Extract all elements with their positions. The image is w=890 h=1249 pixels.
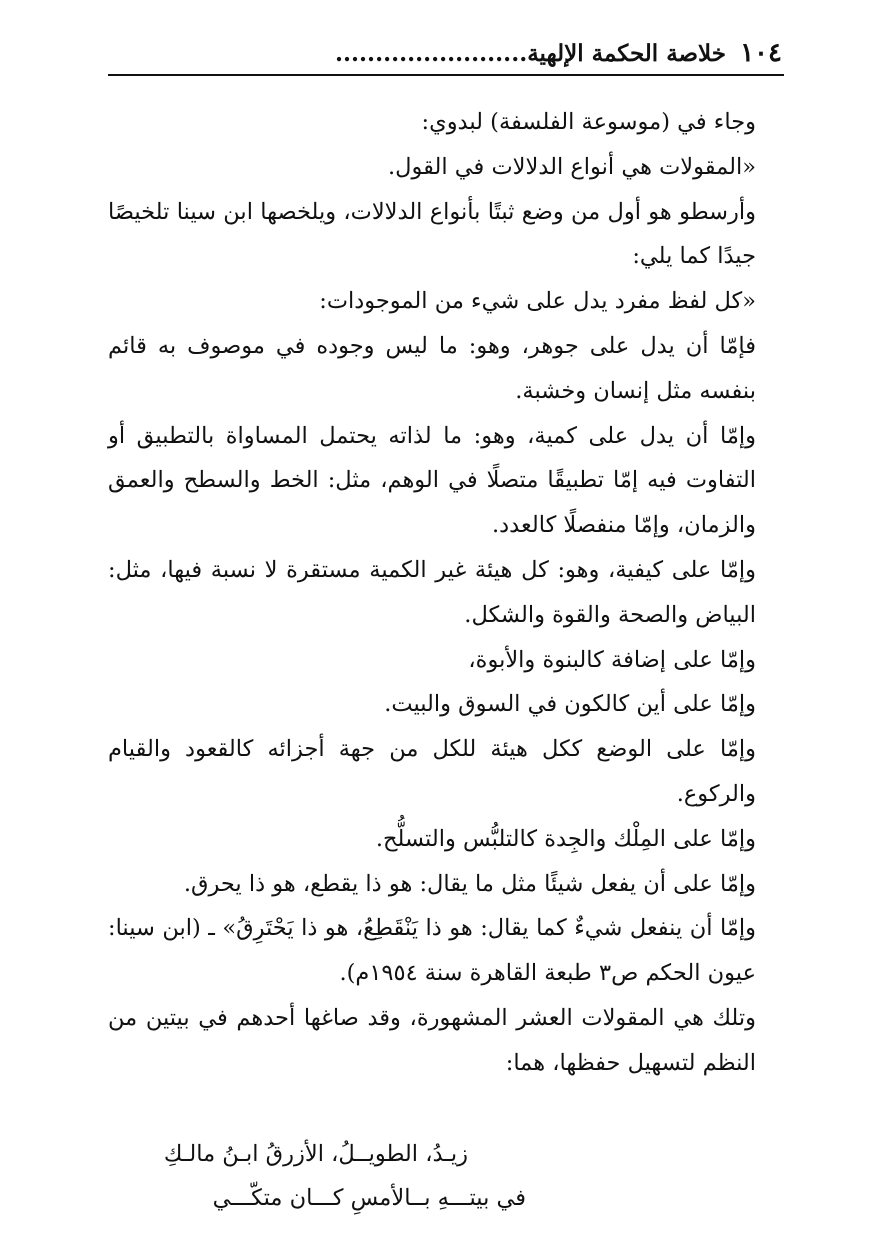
verse-text: زيـدُ، الطويــلُ، الأزرقُ ابـنُ مالـكِ <box>163 1141 468 1167</box>
verse-text: في بيتـــهِ بــالأمسِ كـــان متكّـــي <box>212 1185 526 1211</box>
page-header <box>108 36 784 76</box>
paragraph: فإمّا أن يدل على جوهر، وهو: ما ليس وجوده في موصوف به قائم بنفسه مثل إنسان وخشبة. <box>108 332 756 404</box>
running-title <box>335 40 726 67</box>
paragraph: وأرسطو هو أول من وضع ثبتًا بأنواع الدلالات، ويلخصها ابن سينا تلخيصًا جيدًا كما يلي: <box>108 198 756 270</box>
paragraph: وإمّا على أين كالكون في السوق والبيت. <box>384 691 756 718</box>
paragraph: وإمّا أن يدل على كمية، وهو: ما لذاته يحتمل المساواة بالتطبيق أو التفاوت فيه إمّا تطبيقًا متصلًا في الوهم، مثل: الخط والسطح والعمق والزمان، وإمّا منفصلًا كالعدد. <box>108 422 756 539</box>
paragraph: وإمّا على المِلْك والجِدة كالتلبُّس والتسلُّح. <box>375 825 756 852</box>
paragraph: وإمّا أن ينفعل شيءٌ كما يقال: هو ذا يَنْقَطِعُ، هو ذا يَحْتَرِقُ» ـ (ابن سينا: عيون الحكم ص٣ طبعة القاهرة سنة ١٩٥٤م). <box>108 915 756 987</box>
paragraph: «المقولات هي أنواع الدلالات في القول. <box>388 153 756 180</box>
body-text <box>108 100 784 1086</box>
paragraph: وإمّا على أن يفعل شيئًا مثل ما يقال: هو ذا يقطع، هو ذا يحرق. <box>183 870 756 897</box>
page-number: ١٠٤ <box>740 38 782 68</box>
paragraph: وإمّا على الوضع ككل هيئة للكل من جهة أجزائه كالقعود والقيام والركوع. <box>108 736 756 807</box>
paragraph: «كل لفظ مفرد يدل على شيء من الموجودات: <box>319 288 756 315</box>
running-title-text: خلاصة الحكمة الإلهية <box>527 40 726 67</box>
paragraph: وجاء في (موسوعة الفلسفة) لبدوي: <box>421 109 756 135</box>
title-leader-dots: ........................ <box>335 40 528 67</box>
paragraph: وإمّا على إضافة كالبنوة والأبوة، <box>468 646 756 673</box>
paragraph: وإمّا على كيفية، وهو: كل هيئة غير الكمية مستقرة لا نسبة فيها، مثل: البياض والصحة والقوة والشكل. <box>108 556 756 628</box>
paragraph: وتلك هي المقولات العشر المشهورة، وقد صاغها أحدهم في بيتين من النظم لتسهيل حفظها، هما: <box>108 1004 756 1076</box>
